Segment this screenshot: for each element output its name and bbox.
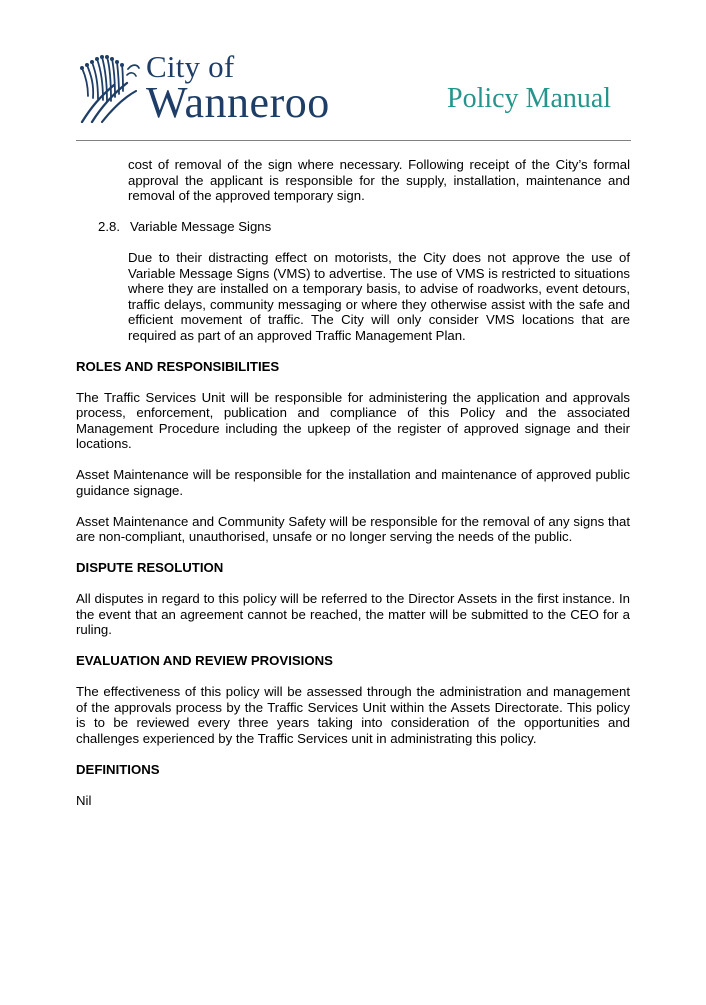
policy-manual-title: Policy Manual bbox=[447, 83, 612, 114]
roles-paragraph-1: The Traffic Services Unit will be responsible for administering the application and approvals process, enforcement, publication and compliance of this Policy and the associated Management Procedure including the upkeep of the register of approved signage and their locations. bbox=[76, 389, 630, 451]
kangaroo-paw-logo-icon bbox=[78, 53, 140, 123]
subsection-heading bbox=[98, 219, 630, 235]
policy-content bbox=[76, 157, 630, 808]
logo-city-of: City of bbox=[146, 49, 235, 84]
section-heading-evaluation: EVALUATION AND REVIEW PROVISIONS bbox=[76, 653, 333, 668]
section-heading-dispute: DISPUTE RESOLUTION bbox=[76, 560, 224, 575]
section-heading-roles: ROLES AND RESPONSIBILITIES bbox=[76, 358, 280, 374]
subsection-body: Due to their distracting effect on motorists, the City does not approve the use of Variable Message Signs (VMS) to advertise. The use of VMS is restricted to situations where they are installed on a temporary basis, to advise of roadworks, event detours, traffic delays, community messaging or where they otherwise assist with the safe and efficient movement of traffic. The City will only consider VMS locations that are required as part of an approved Traffic Management Plan. bbox=[128, 250, 630, 343]
definitions-paragraph: Nil bbox=[76, 792, 92, 808]
page-header bbox=[0, 0, 706, 141]
header-divider bbox=[76, 140, 631, 141]
roles-paragraph-3: Asset Maintenance and Community Safety will be responsible for the removal of any signs that are non-compliant, unauthorised, unsafe or no longer serving the needs of the public. bbox=[76, 513, 630, 544]
opening-paragraph: cost of removal of the sign where necessary. Following receipt of the City’s formal approval the applicant is responsible for the supply, installation, maintenance and removal of the approved temporary sign. bbox=[128, 157, 630, 203]
dispute-paragraph: All disputes in regard to this policy will be referred to the Director Assets in the first instance. In the event that an agreement cannot be reached, the matter will be submitted to the CEO for a ruling. bbox=[76, 591, 630, 637]
subsection-number: 2.8. bbox=[98, 219, 120, 234]
subsection-title: Variable Message Signs bbox=[130, 219, 272, 234]
roles-paragraph-2: Asset Maintenance will be responsible for the installation and maintenance of approved public guidance signage. bbox=[76, 467, 630, 498]
logo-wanneroo: Wanneroo bbox=[146, 78, 330, 127]
evaluation-paragraph: The effectiveness of this policy will be assessed through the administration and management of the approvals process by the Traffic Services Unit within the Assets Directorate. This policy is to be reviewed every three years taking into consideration of the opportunities and challenges experienced by the Traffic Services unit in administrating this policy. bbox=[76, 684, 630, 746]
section-heading-definitions: DEFINITIONS bbox=[76, 761, 160, 777]
